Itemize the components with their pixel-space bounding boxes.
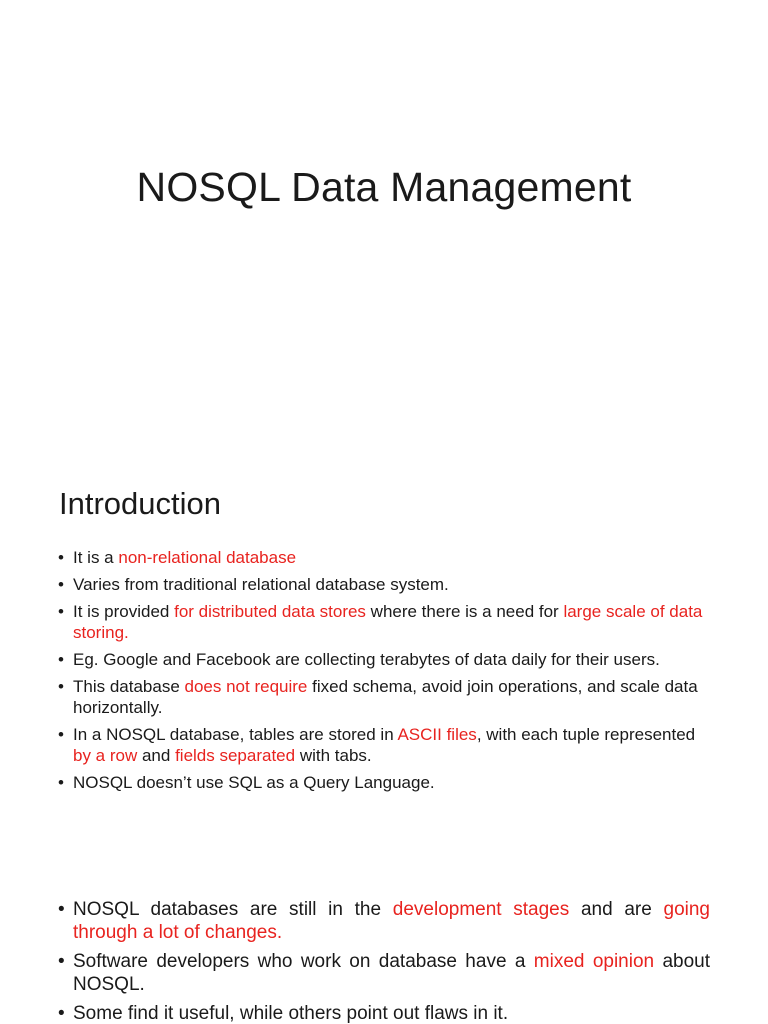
bullet-marker: • xyxy=(58,773,64,792)
highlighted-text: mixed opinion xyxy=(533,951,655,972)
bullet-text: This database xyxy=(73,677,185,696)
slide-title: NOSQL Data Management xyxy=(136,164,632,210)
highlighted-text: development stages xyxy=(392,899,570,920)
continuation-slide xyxy=(0,866,768,1024)
highlighted-text: non-relational database xyxy=(118,548,297,567)
bullet-text: It is provided xyxy=(73,602,175,621)
bullet-text: , with each tuple represented xyxy=(476,725,696,744)
bullet-marker: • xyxy=(58,899,65,920)
bullet-text: NOSQL databases are still in the xyxy=(73,899,393,920)
bullet-text: Eg. Google and Facebook are collecting terabytes of data daily for their users. xyxy=(73,650,660,669)
highlighted-text: fields separated xyxy=(175,746,296,765)
bullet-marker: • xyxy=(58,951,65,972)
bullet-item xyxy=(58,724,710,766)
bullet-text: NOSQL doesn’t use SQL as a Query Language. xyxy=(73,773,435,792)
bullet-marker: • xyxy=(58,602,64,621)
bullet-text: and xyxy=(137,746,176,765)
highlighted-text: does not require xyxy=(184,677,308,696)
bullet-item xyxy=(58,772,710,793)
highlighted-text: going through a lot of changes. xyxy=(73,899,710,943)
bullet-item xyxy=(58,601,710,643)
bullet-item xyxy=(58,574,710,595)
bullet-marker: • xyxy=(58,650,64,669)
bullet-item xyxy=(58,898,710,944)
highlighted-text: by a row xyxy=(73,746,138,765)
bullet-list xyxy=(58,547,710,799)
bullet-text: In a NOSQL database, tables are stored in xyxy=(73,725,398,744)
bullet-marker: • xyxy=(58,548,64,567)
bullet-text: It is a xyxy=(73,548,119,567)
bullet-text: about NOSQL. xyxy=(73,951,710,995)
bullet-text: with tabs. xyxy=(295,746,372,765)
bullet-text: fixed schema, avoid join operations, and scale data horizontally. xyxy=(73,677,698,717)
introduction-slide xyxy=(0,436,768,866)
bullet-item xyxy=(58,547,710,568)
bullet-text: where there is a need for xyxy=(365,602,564,621)
bullet-marker: • xyxy=(58,575,64,594)
bullet-text: Varies from traditional relational database system. xyxy=(73,575,449,594)
bullet-marker: • xyxy=(58,725,64,744)
bullet-marker: • xyxy=(58,1003,65,1024)
bullet-text: Software developers who work on database have a xyxy=(73,951,534,972)
title-slide xyxy=(0,0,768,436)
bullet-item xyxy=(58,950,710,996)
bullet-item xyxy=(58,676,710,718)
bullet-item xyxy=(58,1002,710,1024)
highlighted-text: large scale of data storing. xyxy=(73,602,703,642)
bullet-text: Some find it useful, while others point out flaws in it. xyxy=(73,1003,509,1024)
bullet-text: and are xyxy=(569,899,664,920)
slide-heading: Introduction xyxy=(59,486,221,521)
bullet-marker: • xyxy=(58,677,64,696)
highlighted-text: ASCII files xyxy=(397,725,477,744)
bullet-list xyxy=(58,898,710,1024)
bullet-item xyxy=(58,649,710,670)
highlighted-text: for distributed data stores xyxy=(174,602,366,621)
